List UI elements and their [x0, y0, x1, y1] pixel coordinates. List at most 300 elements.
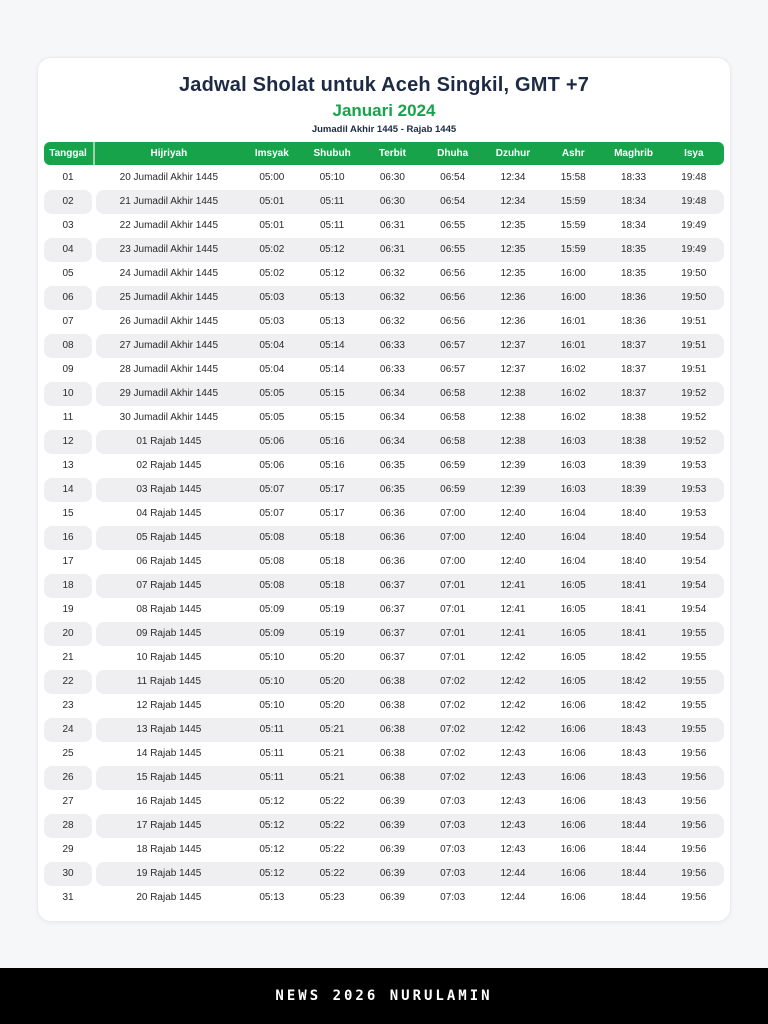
cell-terbit: 06:36	[379, 532, 405, 543]
cell-shubuh: 05:13	[319, 316, 345, 327]
prayer-schedule-card	[37, 57, 731, 922]
cell-dzuhur: 12:43	[500, 820, 526, 831]
table-row	[44, 406, 724, 430]
table-row	[44, 598, 724, 622]
table-row	[44, 886, 724, 910]
cell-hijriyah: 19 Rajab 1445	[136, 868, 202, 879]
cell-shubuh: 05:23	[319, 892, 345, 903]
table-row	[44, 502, 724, 526]
table-row	[44, 358, 724, 382]
cell-maghrib: 18:44	[621, 844, 647, 855]
row-times	[96, 214, 724, 238]
cell-isya: 19:48	[681, 172, 707, 183]
cell-shubuh: 05:10	[319, 172, 345, 183]
table-row	[44, 550, 724, 574]
cell-shubuh: 05:15	[319, 388, 345, 399]
row-times	[96, 814, 724, 838]
cell-shubuh: 05:12	[319, 244, 345, 255]
cell-dzuhur: 12:43	[500, 796, 526, 807]
cell-isya: 19:48	[681, 196, 707, 207]
cell-isya: 19:55	[681, 724, 707, 735]
cell-terbit: 06:39	[379, 868, 405, 879]
row-times	[96, 622, 724, 646]
row-times	[96, 430, 724, 454]
cell-dzuhur: 12:40	[500, 508, 526, 519]
cell-maghrib: 18:37	[621, 388, 647, 399]
cell-isya: 19:56	[681, 772, 707, 783]
cell-tanggal: 06	[44, 286, 92, 310]
cell-shubuh: 05:18	[319, 556, 345, 567]
cell-shubuh: 05:11	[319, 196, 345, 207]
cell-dzuhur: 12:38	[500, 388, 526, 399]
cell-shubuh: 05:18	[319, 532, 345, 543]
cell-tanggal: 21	[62, 652, 74, 663]
cell-ashr: 16:03	[560, 436, 586, 447]
cell-maghrib: 18:40	[621, 556, 647, 567]
cell-shubuh: 05:15	[319, 412, 345, 423]
cell-hijriyah: 17 Rajab 1445	[136, 820, 202, 831]
cell-terbit: 06:37	[379, 628, 405, 639]
cell-dzuhur: 12:42	[500, 700, 526, 711]
cell-dhuha: 06:58	[440, 412, 466, 423]
cell-maghrib: 18:39	[621, 460, 647, 471]
row-times	[96, 790, 724, 814]
cell-isya: 19:52	[681, 388, 707, 399]
cell-dhuha: 06:55	[440, 244, 466, 255]
cell-dhuha: 07:03	[440, 868, 466, 879]
cell-tanggal: 20	[44, 622, 92, 646]
cell-isya: 19:56	[681, 820, 707, 831]
cell-imsyak: 05:02	[259, 244, 285, 255]
cell-terbit: 06:38	[379, 676, 405, 687]
cell-ashr: 15:58	[560, 172, 586, 183]
cell-ashr: 16:02	[560, 412, 586, 423]
cell-tanggal: 15	[62, 508, 74, 519]
cell-terbit: 06:31	[379, 220, 405, 231]
cell-imsyak: 05:02	[259, 268, 285, 279]
table-row	[44, 286, 724, 310]
row-times	[96, 286, 724, 310]
cell-maghrib: 18:41	[621, 628, 647, 639]
cell-dhuha: 07:03	[440, 892, 466, 903]
cell-dzuhur: 12:38	[500, 412, 526, 423]
cell-tanggal: 31	[62, 892, 74, 903]
cell-tanggal: 22	[44, 670, 92, 694]
col-header-dzuhur: Dzuhur	[495, 148, 531, 159]
cell-imsyak: 05:12	[259, 868, 285, 879]
table-row	[44, 334, 724, 358]
cell-imsyak: 05:06	[259, 460, 285, 471]
cell-imsyak: 05:01	[259, 220, 285, 231]
cell-shubuh: 05:20	[319, 700, 345, 711]
cell-maghrib: 18:44	[621, 820, 647, 831]
cell-isya: 19:51	[681, 340, 707, 351]
cell-shubuh: 05:13	[319, 292, 345, 303]
hijri-range: Jumadil Akhir 1445 - Rajab 1445	[311, 124, 457, 135]
cell-maghrib: 18:41	[621, 580, 647, 591]
cell-dhuha: 06:58	[440, 388, 466, 399]
cell-tanggal: 08	[44, 334, 92, 358]
footer-bar	[0, 968, 768, 1024]
cell-dhuha: 06:59	[440, 484, 466, 495]
row-times	[96, 502, 724, 526]
cell-tanggal: 09	[62, 364, 74, 375]
cell-maghrib: 18:37	[621, 364, 647, 375]
cell-ashr: 16:00	[560, 292, 586, 303]
table-row	[44, 838, 724, 862]
cell-dhuha: 06:56	[440, 268, 466, 279]
footer-text: NEWS 2026 NURULAMIN	[275, 988, 493, 1004]
cell-ashr: 16:06	[560, 844, 586, 855]
table-row	[44, 430, 724, 454]
cell-hijriyah: 06 Rajab 1445	[136, 556, 202, 567]
cell-dzuhur: 12:35	[500, 268, 526, 279]
col-header-hijriyah: Hijriyah	[150, 148, 188, 159]
row-times	[96, 742, 724, 766]
table-row	[44, 814, 724, 838]
cell-isya: 19:56	[681, 844, 707, 855]
cell-maghrib: 18:43	[621, 748, 647, 759]
cell-dhuha: 07:00	[440, 556, 466, 567]
cell-maghrib: 18:36	[621, 316, 647, 327]
cell-terbit: 06:39	[379, 892, 405, 903]
cell-ashr: 15:59	[560, 196, 586, 207]
row-times	[96, 262, 724, 286]
prayer-table-body	[44, 166, 724, 910]
cell-shubuh: 05:17	[319, 508, 345, 519]
cell-terbit: 06:39	[379, 820, 405, 831]
cell-hijriyah: 20 Jumadil Akhir 1445	[119, 172, 219, 183]
cell-terbit: 06:39	[379, 844, 405, 855]
row-times	[96, 766, 724, 790]
table-row	[44, 766, 724, 790]
cell-shubuh: 05:21	[319, 772, 345, 783]
cell-shubuh: 05:19	[319, 604, 345, 615]
cell-dzuhur: 12:38	[500, 436, 526, 447]
cell-dhuha: 06:58	[440, 436, 466, 447]
cell-hijriyah: 15 Rajab 1445	[136, 772, 202, 783]
cell-terbit: 06:32	[379, 316, 405, 327]
cell-dzuhur: 12:39	[500, 460, 526, 471]
cell-hijriyah: 27 Jumadil Akhir 1445	[119, 340, 219, 351]
cell-tanggal: 03	[62, 220, 74, 231]
cell-ashr: 16:04	[560, 532, 586, 543]
cell-imsyak: 05:09	[259, 604, 285, 615]
row-times	[96, 406, 724, 430]
cell-dzuhur: 12:44	[500, 868, 526, 879]
cell-maghrib: 18:41	[621, 604, 647, 615]
cell-imsyak: 05:11	[259, 724, 284, 735]
cell-tanggal: 12	[44, 430, 92, 454]
table-row	[44, 382, 724, 406]
cell-isya: 19:54	[681, 556, 707, 567]
cell-terbit: 06:39	[379, 796, 405, 807]
table-row	[44, 862, 724, 886]
cell-ashr: 16:05	[560, 676, 586, 687]
table-row	[44, 478, 724, 502]
cell-hijriyah: 07 Rajab 1445	[136, 580, 202, 591]
cell-dzuhur: 12:35	[500, 220, 526, 231]
cell-maghrib: 18:43	[621, 796, 647, 807]
cell-shubuh: 05:20	[319, 652, 345, 663]
cell-dhuha: 07:02	[440, 772, 466, 783]
cell-hijriyah: 22 Jumadil Akhir 1445	[119, 220, 219, 231]
cell-hijriyah: 16 Rajab 1445	[136, 796, 202, 807]
cell-tanggal: 26	[44, 766, 92, 790]
cell-tanggal: 16	[44, 526, 92, 550]
cell-isya: 19:51	[681, 364, 707, 375]
col-header-imsyak: Imsyak	[254, 148, 289, 159]
cell-maghrib: 18:42	[621, 700, 647, 711]
cell-ashr: 16:05	[560, 604, 586, 615]
cell-terbit: 06:35	[379, 460, 405, 471]
table-row	[44, 718, 724, 742]
cell-terbit: 06:32	[379, 268, 405, 279]
cell-hijriyah: 04 Rajab 1445	[136, 508, 202, 519]
cell-dhuha: 07:03	[440, 796, 466, 807]
cell-imsyak: 05:07	[259, 508, 285, 519]
cell-dhuha: 07:01	[440, 604, 466, 615]
cell-dhuha: 06:56	[440, 316, 466, 327]
cell-imsyak: 05:13	[259, 892, 285, 903]
cell-dzuhur: 12:36	[500, 316, 526, 327]
col-header-ashr: Ashr	[561, 148, 585, 159]
cell-tanggal: 29	[62, 844, 74, 855]
cell-tanggal: 13	[62, 460, 74, 471]
cell-hijriyah: 23 Jumadil Akhir 1445	[119, 244, 219, 255]
cell-terbit: 06:37	[379, 580, 405, 591]
cell-terbit: 06:34	[379, 412, 405, 423]
cell-ashr: 16:04	[560, 508, 586, 519]
cell-isya: 19:49	[681, 220, 707, 231]
cell-dhuha: 07:02	[440, 748, 466, 759]
row-times	[96, 478, 724, 502]
cell-maghrib: 18:35	[621, 244, 647, 255]
row-times	[96, 454, 724, 478]
cell-dzuhur: 12:40	[500, 532, 526, 543]
cell-ashr: 16:03	[560, 484, 586, 495]
cell-terbit: 06:33	[379, 364, 405, 375]
table-row	[44, 646, 724, 670]
cell-shubuh: 05:21	[319, 748, 345, 759]
cell-shubuh: 05:22	[319, 820, 345, 831]
cell-imsyak: 05:11	[259, 772, 284, 783]
row-times	[96, 694, 724, 718]
cell-imsyak: 05:10	[259, 652, 285, 663]
col-header-isya: Isya	[684, 148, 704, 159]
cell-terbit: 06:38	[379, 748, 405, 759]
cell-ashr: 16:01	[560, 316, 586, 327]
table-row	[44, 574, 724, 598]
cell-maghrib: 18:43	[621, 724, 647, 735]
row-times	[96, 862, 724, 886]
cell-hijriyah: 03 Rajab 1445	[136, 484, 202, 495]
cell-ashr: 16:06	[560, 892, 586, 903]
cell-dzuhur: 12:44	[500, 892, 526, 903]
cell-maghrib: 18:40	[621, 532, 647, 543]
cell-maghrib: 18:43	[621, 772, 647, 783]
cell-isya: 19:51	[681, 316, 707, 327]
cell-dhuha: 07:01	[440, 580, 466, 591]
cell-ashr: 16:06	[560, 820, 586, 831]
cell-maghrib: 18:37	[621, 340, 647, 351]
cell-tanggal: 23	[62, 700, 74, 711]
cell-terbit: 06:38	[379, 772, 405, 783]
cell-isya: 19:56	[681, 892, 707, 903]
cell-isya: 19:54	[681, 532, 707, 543]
cell-isya: 19:50	[681, 268, 707, 279]
cell-dzuhur: 12:41	[500, 628, 526, 639]
cell-isya: 19:55	[681, 652, 707, 663]
cell-hijriyah: 21 Jumadil Akhir 1445	[119, 196, 219, 207]
cell-shubuh: 05:14	[319, 364, 345, 375]
cell-imsyak: 05:00	[259, 172, 285, 183]
cell-maghrib: 18:44	[621, 892, 647, 903]
cell-dzuhur: 12:41	[500, 580, 526, 591]
cell-terbit: 06:33	[379, 340, 405, 351]
cell-terbit: 06:37	[379, 604, 405, 615]
row-times	[96, 310, 724, 334]
cell-maghrib: 18:40	[621, 508, 647, 519]
cell-imsyak: 05:08	[259, 532, 285, 543]
cell-isya: 19:52	[681, 412, 707, 423]
cell-tanggal: 07	[62, 316, 74, 327]
row-times	[96, 670, 724, 694]
cell-imsyak: 05:03	[259, 316, 285, 327]
cell-ashr: 16:03	[560, 460, 586, 471]
cell-ashr: 16:06	[560, 868, 586, 879]
cell-maghrib: 18:34	[621, 220, 647, 231]
cell-shubuh: 05:18	[319, 580, 345, 591]
cell-dhuha: 06:59	[440, 460, 466, 471]
cell-terbit: 06:30	[379, 196, 405, 207]
cell-hijriyah: 25 Jumadil Akhir 1445	[119, 292, 219, 303]
cell-hijriyah: 09 Rajab 1445	[136, 628, 202, 639]
row-times	[96, 718, 724, 742]
cell-hijriyah: 11 Rajab 1445	[136, 676, 201, 687]
table-row	[44, 214, 724, 238]
cell-maghrib: 18:42	[621, 652, 647, 663]
cell-hijriyah: 12 Rajab 1445	[136, 700, 202, 711]
cell-hijriyah: 10 Rajab 1445	[136, 652, 202, 663]
cell-imsyak: 05:08	[259, 556, 285, 567]
cell-ashr: 16:00	[560, 268, 586, 279]
cell-hijriyah: 28 Jumadil Akhir 1445	[119, 364, 219, 375]
cell-maghrib: 18:38	[621, 436, 647, 447]
cell-dhuha: 06:54	[440, 172, 466, 183]
row-times	[96, 238, 724, 262]
cell-maghrib: 18:34	[621, 196, 647, 207]
cell-dhuha: 06:55	[440, 220, 466, 231]
cell-dhuha: 07:03	[440, 844, 466, 855]
cell-tanggal: 01	[62, 172, 74, 183]
cell-shubuh: 05:17	[319, 484, 345, 495]
cell-imsyak: 05:05	[259, 412, 285, 423]
cell-isya: 19:55	[681, 676, 707, 687]
cell-shubuh: 05:22	[319, 868, 345, 879]
col-header-shubuh: Shubuh	[313, 148, 351, 159]
table-row	[44, 742, 724, 766]
row-times	[96, 334, 724, 358]
cell-ashr: 16:06	[560, 796, 586, 807]
cell-tanggal: 27	[62, 796, 74, 807]
cell-imsyak: 05:07	[259, 484, 285, 495]
cell-maghrib: 18:36	[621, 292, 647, 303]
cell-imsyak: 05:10	[259, 676, 285, 687]
page-title: Jadwal Sholat untuk Aceh Singkil, GMT +7	[178, 74, 590, 96]
cell-dzuhur: 12:39	[500, 484, 526, 495]
cell-tanggal: 11	[62, 412, 74, 423]
table-row	[44, 310, 724, 334]
cell-dhuha: 06:57	[440, 340, 466, 351]
cell-dhuha: 07:00	[440, 532, 466, 543]
cell-isya: 19:54	[681, 604, 707, 615]
row-times	[96, 358, 724, 382]
month-title: Januari 2024	[332, 101, 436, 120]
cell-hijriyah: 01 Rajab 1445	[136, 436, 202, 447]
cell-terbit: 06:38	[379, 724, 405, 735]
cell-imsyak: 05:10	[259, 700, 285, 711]
cell-hijriyah: 20 Rajab 1445	[136, 892, 202, 903]
cell-dhuha: 07:02	[440, 676, 466, 687]
cell-tanggal: 30	[44, 862, 92, 886]
cell-dzuhur: 12:37	[500, 340, 526, 351]
cell-dzuhur: 12:43	[500, 748, 526, 759]
cell-shubuh: 05:16	[319, 460, 345, 471]
cell-dzuhur: 12:42	[500, 652, 526, 663]
row-times	[96, 646, 724, 670]
cell-ashr: 16:06	[560, 700, 586, 711]
row-times	[96, 598, 724, 622]
cell-terbit: 06:34	[379, 436, 405, 447]
cell-hijriyah: 13 Rajab 1445	[136, 724, 202, 735]
row-times	[96, 526, 724, 550]
row-times	[96, 574, 724, 598]
cell-maghrib: 18:35	[621, 268, 647, 279]
row-times	[96, 382, 724, 406]
cell-isya: 19:56	[681, 748, 707, 759]
cell-maghrib: 18:38	[621, 412, 647, 423]
cell-hijriyah: 26 Jumadil Akhir 1445	[119, 316, 219, 327]
cell-terbit: 06:30	[379, 172, 405, 183]
cell-ashr: 16:06	[560, 772, 586, 783]
col-header-maghrib: Maghrib	[614, 148, 653, 159]
cell-ashr: 16:04	[560, 556, 586, 567]
table-row	[44, 166, 724, 190]
cell-ashr: 16:06	[560, 748, 586, 759]
cell-tanggal: 19	[62, 604, 74, 615]
cell-dzuhur: 12:43	[500, 772, 526, 783]
cell-terbit: 06:31	[379, 244, 405, 255]
cell-terbit: 06:34	[379, 388, 405, 399]
cell-tanggal: 05	[62, 268, 74, 279]
row-times	[96, 166, 724, 190]
cell-dhuha: 06:57	[440, 364, 466, 375]
col-header-terbit: Terbit	[378, 148, 406, 159]
cell-ashr: 16:06	[560, 724, 586, 735]
cell-dhuha: 07:01	[440, 652, 466, 663]
cell-dzuhur: 12:34	[500, 196, 526, 207]
table-header-rest	[96, 142, 724, 165]
cell-imsyak: 05:08	[259, 580, 285, 591]
cell-imsyak: 05:06	[259, 436, 285, 447]
table-row	[44, 238, 724, 262]
cell-isya: 19:54	[681, 580, 707, 591]
cell-dzuhur: 12:41	[500, 604, 526, 615]
cell-imsyak: 05:04	[259, 340, 285, 351]
table-header	[44, 142, 724, 165]
cell-shubuh: 05:21	[319, 724, 345, 735]
